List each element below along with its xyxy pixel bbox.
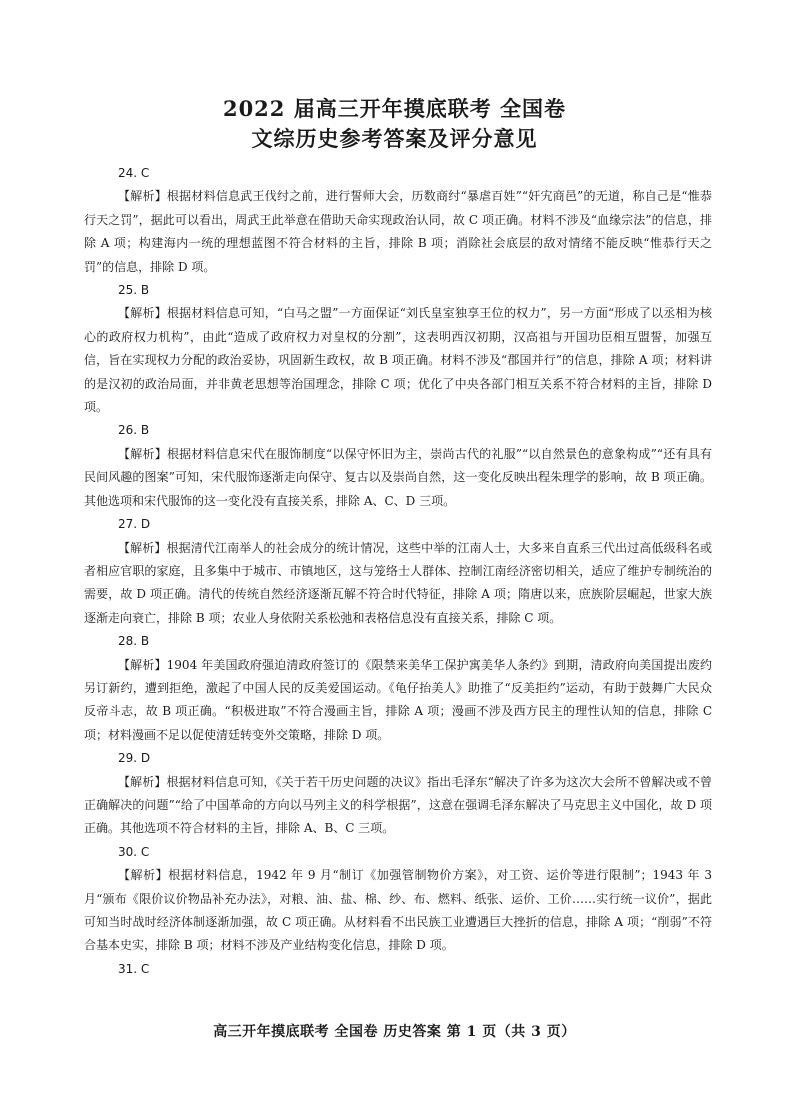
answer-number: 25. B bbox=[118, 283, 150, 298]
answer-explanation: 【解析】根据材料信息，1942 年 9 月“制订《加强管制物价方案》，对工资、运价等进行限制”；1943 年 3 月“颁布《限价议价物品补充办法》，对粮、油、盐、棉、纱、布、燃料、纸张、运价、工价……实行统一议价”，据此可知当时战时经济体制逐渐加强，故 C 项正确。从材料看不出民族工业遭遇巨大挫折的信息，排除 A 项；“削弱”不符合基本史实，排除 B 项；材料不涉及产业结构变化信息，排除 D 项。 bbox=[84, 868, 712, 953]
answers-list bbox=[84, 162, 712, 981]
answer-number: 29. D bbox=[118, 751, 151, 766]
page-title: 2022 届高三开年摸底联考 全国卷 bbox=[222, 96, 567, 121]
answer-explanation: 【解析】根据材料信息宋代在服饰制度“以保守怀旧为主，崇尚古代的礼服”“以自然景色的意象构成”“还有具有民间风趣的图案”可知，宋代服饰逐渐走向保守、复古以及崇尚自然，这一变化反映出程朱理学的影响，故 B 项正确。其他选项和宋代服饰的这一变化没有直接关系，排除 A、C、D 三项。 bbox=[84, 446, 712, 508]
answer-explanation: 【解析】根据清代江南举人的社会成分的统计情况，这些中举的江南人士，大多来自直系三代出过高低级科名或者相应官职的家庭，且多集中于城市、市镇地区，这与笼络士人群体、控制江南经济密切相关，适应了维护专制统治的需要，故 D 项正确。清代的传统自然经济逐渐瓦解不符合时代特征，排除 A 项；隋唐以来，庶族阶层崛起，世家大族逐渐走向衰亡，排除 B 项；农业人身依附关系松弛和表格信息没有直接关系，排除 C 项。 bbox=[84, 540, 712, 625]
answer-number: 27. D bbox=[118, 517, 151, 532]
answer-number: 31. C bbox=[118, 961, 150, 976]
answer-explanation: 【解析】根据材料信息可知，“白马之盟”一方面保证“刘氏皇室独享王位的权力”，另一方面“形成了以丞相为核心的政府权力机构”，由此“造成了政府权力对皇权的分割”，这表明西汉初期，汉高祖与开国功臣相互盟誓，加强互信，旨在实现权力分配的政治妥协，巩固新生政权，故 B 项正确。材料不涉及“郡国并行”的信息，排除 A 项；材料讲的是汉初的政治局面，并非黄老思想等治国理念，排除 C 项；优化了中央各部门相互关系不符合材料的主旨，排除 D 项。 bbox=[84, 306, 712, 415]
answer-number: 24. C bbox=[118, 166, 150, 180]
answer-explanation: 【解析】根据材料信息武王伐纣之前，进行誓师大会，历数商纣“暴虐百姓”“奸宄商邑”的无道，称自己是“惟恭行天之罚”，据此可以看出，周武王此举意在借助天命实现政治认同，故 C 项正确。材料不涉及“血缘宗法”的信息，排除 A 项；构建海内一统的理想蓝图不符合材料的主旨，排除 B 项；消除社会底层的敌对情绪不能反映“惟恭行天之罚”的信息，排除 D 项。 bbox=[84, 189, 712, 274]
page-footer: 高三开年摸底联考 全国卷 历史答案 第 1 页（共 3 页） bbox=[213, 1024, 576, 1040]
answer-explanation: 【解析】1904 年美国政府强迫清政府签订的《限禁来美华工保护寓美华人条约》到期，清政府向美国提出废约另订新约，遭到拒绝，激起了中国人民的反美爱国运动。《龟仔抬美人》助推了“反美拒约”运动，有助于鼓舞广大民众反帝斗志，故 B 项正确。“积极进取”不符合漫画主旨，排除 A 项；漫画不涉及西方民主的理性认知的信息，排除 C 项；材料漫画不足以促使清廷转变外交策略，排除 D 项。 bbox=[84, 657, 712, 742]
answer-explanation: 【解析】根据材料信息可知，《关于若干历史问题的决议》指出毛泽东“解决了许多为这次大会所不曾解决或不曾正确解决的问题”“给了中国革命的方向以马列主义的科学根据”，这意在强调毛泽东解决了马克思主义中国化，故 D 项正确。其他选项不符合材料的主旨，排除 A、B、C 三项。 bbox=[84, 774, 712, 836]
answer-number: 26. B bbox=[118, 423, 150, 438]
answer-number: 30. C bbox=[118, 844, 150, 859]
answer-number: 28. B bbox=[118, 634, 150, 649]
page-subtitle: 文综历史参考答案及评分意见 bbox=[251, 126, 538, 151]
